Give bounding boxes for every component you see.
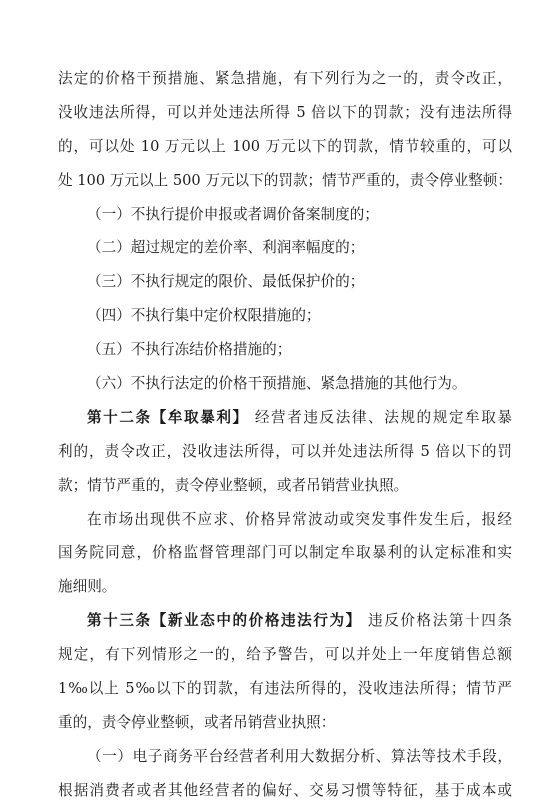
text-segment: （一）不执行提价申报或者调价备案制度的；	[87, 205, 379, 223]
document-page	[58, 62, 512, 808]
text-segment: 处 100 万元以上 500 万元以下的罚款；情节严重的，责令停业整顿：	[58, 171, 512, 189]
text-segment: 1‰以上 5‰以下的罚款，有违法所得的，没收违法所得；情节严	[58, 680, 512, 698]
text-line	[58, 435, 512, 469]
text-segment: （二）超过规定的差价率、利润率幅度的；	[87, 239, 365, 257]
text-line	[58, 503, 512, 537]
text-line	[58, 672, 512, 706]
text-segment: 利的，责令改正，没收违法所得，可以并处违法所得 5 倍以下的罚	[58, 442, 512, 460]
text-line	[58, 164, 512, 198]
text-segment: （四）不执行集中定价权限措施的；	[87, 307, 321, 325]
text-segment: 违反价格法第十四条	[361, 612, 512, 630]
list-item	[58, 299, 512, 333]
list-item	[58, 231, 512, 265]
article-heading-line	[58, 604, 512, 638]
text-line	[58, 706, 512, 740]
text-segment: 规定，有下列情形之一的，给予警告，可以并处上一年度销售总额	[58, 646, 512, 664]
text-segment: 国务院同意，价格监督管理部门可以制定牟取暴利的认定标准和实	[58, 544, 512, 562]
text-segment: 经营者违反法律、法规的规定牟取暴	[248, 408, 512, 426]
text-segment: （六）不执行法定的价格干预措施、紧急措施的其他行为。	[87, 375, 467, 393]
text-line	[58, 536, 512, 570]
text-segment: （三）不执行规定的限价、最低保护价的；	[87, 273, 365, 291]
text-line	[58, 96, 512, 130]
text-segment: 施细则。	[58, 578, 117, 596]
article-title: 第十三条【新业态中的价格违法行为】	[87, 612, 362, 630]
text-segment: （五）不执行冻结价格措施的；	[87, 341, 292, 359]
list-item	[58, 198, 512, 232]
text-line	[58, 469, 512, 503]
text-line	[58, 62, 512, 96]
text-segment: 重的，责令停业整顿，或者吊销营业执照：	[58, 713, 336, 731]
list-item	[58, 740, 512, 774]
text-segment: 法定的价格干预措施、紧急措施，有下列行为之一的，责令改正，	[58, 70, 512, 87]
text-segment: 的，可以处 10 万元以上 100 万元以下的罚款，情节较重的，可以	[58, 137, 512, 155]
text-line	[58, 130, 512, 164]
text-segment: 没收违法所得，可以并处违法所得 5 倍以下的罚款；没有违法所得	[58, 103, 512, 121]
text-segment: 根据消费者或者其他经营者的偏好、交易习惯等特征，基于成本或	[58, 781, 512, 799]
article-heading-line	[58, 401, 512, 435]
text-line	[58, 570, 512, 604]
text-segment: 款；情节严重的，责令停业整顿，或者吊销营业执照。	[58, 476, 409, 494]
text-segment: 在市场出现供不应求、价格异常波动或突发事件发生后，报经	[87, 510, 512, 528]
list-item	[58, 333, 512, 367]
list-item	[58, 265, 512, 299]
text-line	[58, 638, 512, 672]
article-title: 第十二条【牟取暴利】	[87, 408, 249, 426]
text-line	[58, 774, 512, 808]
list-item	[58, 367, 512, 401]
text-segment: （一）电子商务平台经营者利用大数据分析、算法等技术手段，	[87, 747, 512, 765]
